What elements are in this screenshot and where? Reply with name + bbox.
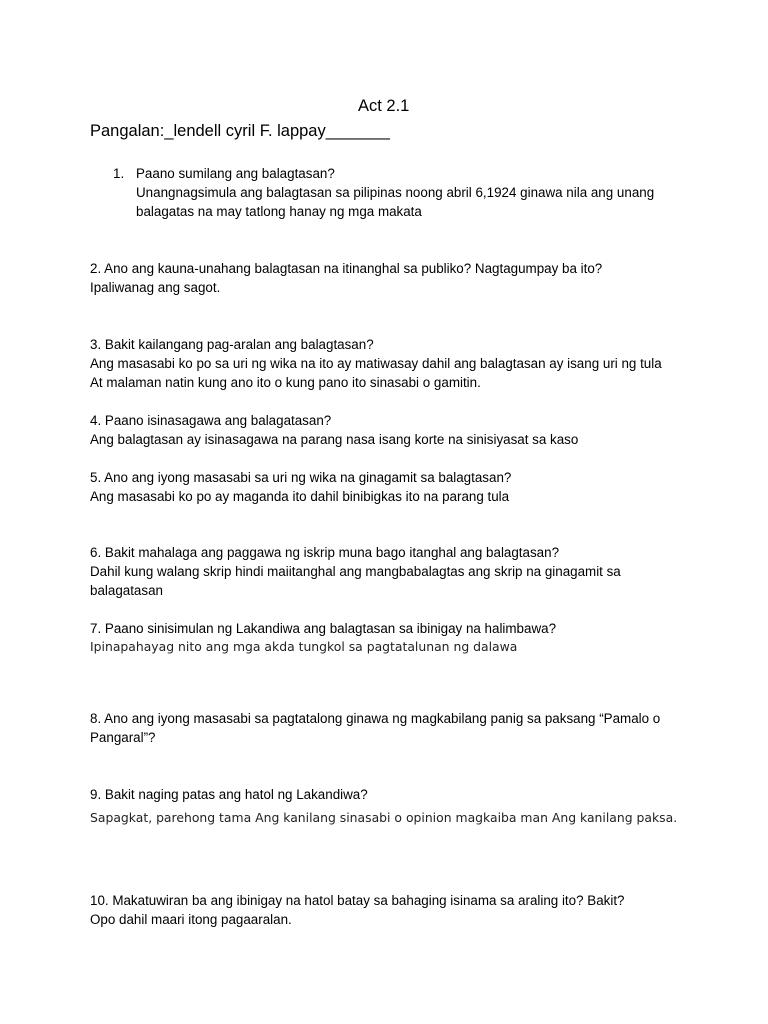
item-2-question-line-1: 2. Ano ang kauna-unahang balagtasan na itinanghal sa publiko? Nagtagumpay ba ito?: [90, 261, 603, 276]
item-10-answer-line-1: Opo dahil maari itong pagaaralan.: [90, 912, 292, 927]
item-3-answer-line-1: Ang masasabi ko po sa uri ng wika na ito ay matiwasay dahil ang balagtasan ay isang uri ng tula: [90, 356, 662, 371]
item-1-number: 1.: [113, 166, 125, 181]
item-1-answer-line-1: Unangnagsimula ang balagtasan sa pilipinas noong abril 6,1924 ginawa nila ang unang: [136, 185, 655, 200]
item-1-question: Paano sumilang ang balagtasan?: [136, 166, 335, 181]
item-3-answer-line-2: At malaman natin kung ano ito o kung pano ito sinasabi o gamitin.: [90, 375, 481, 390]
item-8-question-line-2: Pangaral”?: [90, 730, 156, 745]
item-5-question: 5. Ano ang iyong masasabi sa uri ng wika na ginagamit sa balagtasan?: [90, 470, 512, 485]
item-9-answer-line-1: Sapagkat, parehong tama Ang kanilang sinasabi o opinion magkaiba man Ang kanilang paksa.: [90, 810, 678, 825]
item-6-answer-line-2: balagatasan: [90, 583, 163, 598]
item-2-question-line-2: Ipaliwanag ang sagot.: [90, 280, 221, 295]
item-9-question: 9. Bakit naging patas ang hatol ng Lakandiwa?: [90, 787, 368, 802]
document-title: Act 2.1: [358, 97, 410, 115]
item-5-answer-line-1: Ang masasabi ko po ay maganda ito dahil binibigkas ito na parang tula: [90, 489, 510, 504]
item-7-answer-line-1: Ipinapahayag nito ang mga akda tungkol sa pagtatalunan ng dalawa: [90, 639, 518, 654]
item-6-answer-line-1: Dahil kung walang skrip hindi maiitanghal ang mangbabalagtas ang skrip na ginagamit sa: [90, 564, 621, 579]
name-line: Pangalan:_lendell cyril F. lappay_______: [90, 122, 390, 140]
item-4-answer-line-1: Ang balagtasan ay isinasagawa na parang nasa isang korte na sinisiyasat sa kaso: [90, 432, 579, 447]
item-3-question: 3. Bakit kailangang pag-aralan ang balagtasan?: [90, 337, 374, 352]
item-8-question-line-1: 8. Ano ang iyong masasabi sa pagtatalong ginawa ng magkabilang panig sa paksang “Pamalo o: [90, 711, 661, 726]
item-10-question: 10. Makatuwiran ba ang ibinigay na hatol batay sa bahaging isinama sa araling ito? Bakit?: [90, 893, 625, 908]
item-4-question: 4. Paano isinasagawa ang balagatasan?: [90, 413, 332, 428]
item-6-question: 6. Bakit mahalaga ang paggawa ng iskrip muna bago itanghal ang balagtasan?: [90, 545, 560, 560]
item-7-question: 7. Paano sinisimulan ng Lakandiwa ang balagtasan sa ibinigay na halimbawa?: [90, 621, 557, 636]
item-1-answer-line-2: balagatas na may tatlong hanay ng mga makata: [136, 204, 422, 219]
